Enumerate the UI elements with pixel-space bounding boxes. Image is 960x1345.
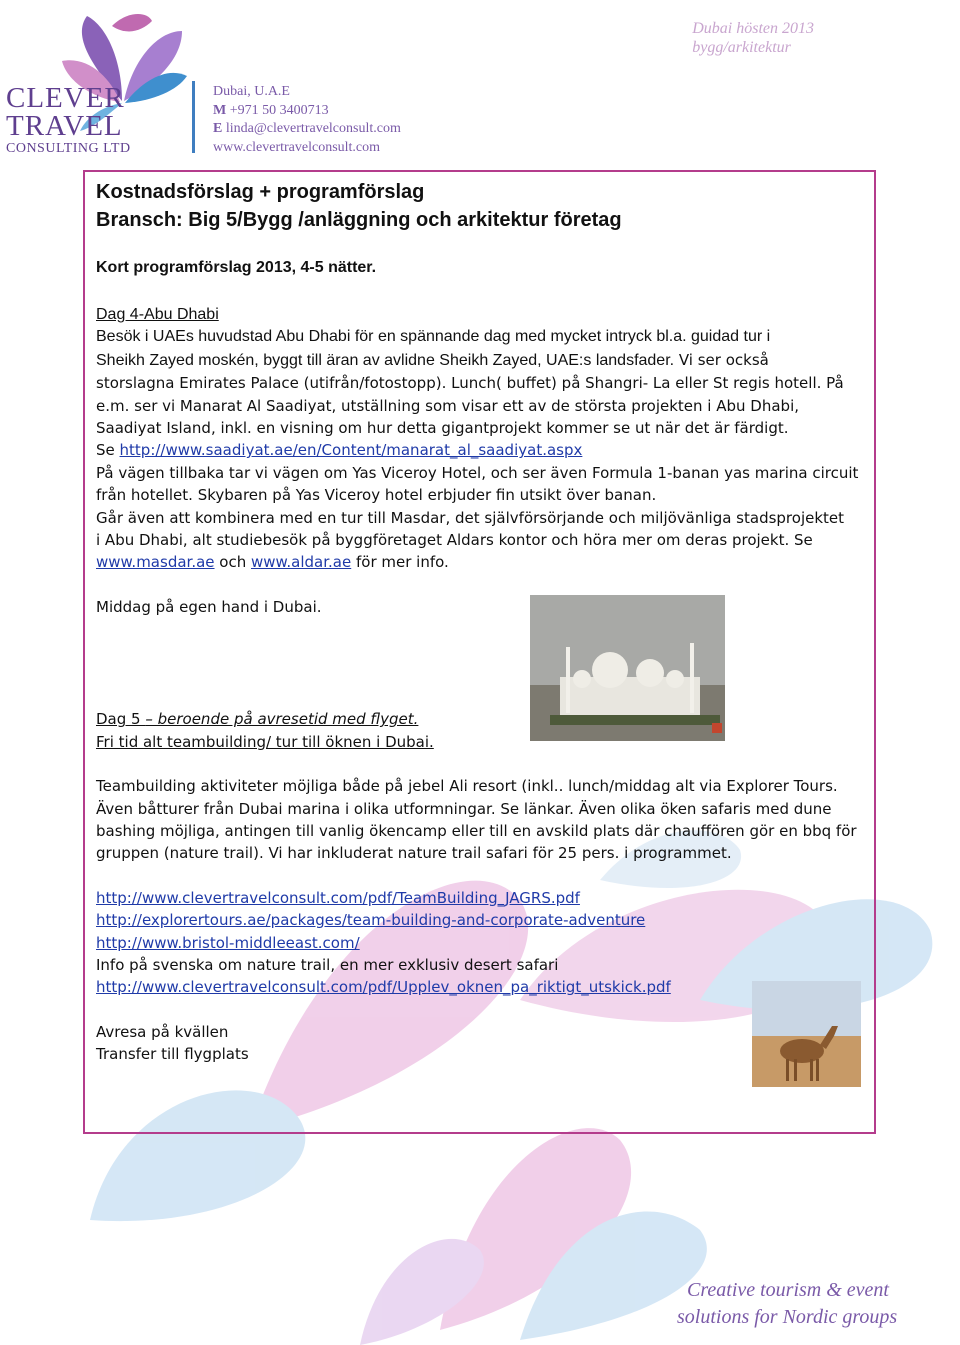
day4-line-part: Vi ser också [674,350,769,369]
more-info-text: för mer info. [351,553,449,572]
transfer-line: Transfer till flygplats [96,1045,249,1064]
page-title: Kostnadsförslag + programförslag [96,181,425,203]
teambuilding-pdf-link[interactable]: http://www.clevertravelconsult.com/pdf/TeamBuilding_JAGRS.pdf [96,888,580,907]
day5-subheading: Fri tid alt teambuilding/ tur till öknen i Dubai. [96,732,434,751]
day4-line: storslagna Emirates Palace (utifrån/fotostopp). Lunch( buffet) på Shangri- La eller St regis hotell. På [96,374,844,393]
program-heading: Kort programförslag 2013, 4-5 nätter. [96,259,377,276]
day4-heading: Dag 4-Abu Dhabi [96,306,219,323]
nature-trail-info: Info på svenska om nature trail, en mer exklusiv desert safari [96,955,559,974]
day4-section [96,304,866,618]
document-tag-line2: bygg/arkitektur [692,39,791,56]
day4-line: i Abu Dhabi, alt studiebesök på byggföretaget Aldars kontor och höra mer om deras projekt. Se [96,531,813,550]
day4-line: På vägen tillbaka tar vi vägen om Yas Viceroy Hotel, och ser även Formula 1-banan yas marina circuit [96,463,859,482]
day4-line: Saadiyat Island, inkl. en visning om hur detta gigantprojekt kommer se ut när det är färdigt. [96,419,789,438]
och-text: och [214,553,251,572]
bristol-link[interactable]: http://www.bristol-middleeast.com/ [96,933,360,952]
contact-phone [213,102,401,121]
camel-photo [752,981,861,1087]
departure-line: Avresa på kvällen [96,1022,229,1041]
teambuilding-line: gruppen (nature trail). Vi har inkluderat nature trail safari för 25 pers. i programmet. [96,844,732,863]
petal-shape [360,1239,484,1345]
desert-safari-pdf-link[interactable]: http://www.clevertravelconsult.com/pdf/Upplev_oknen_pa_riktigt_utskick.pdf [96,978,671,997]
day4-line: från hotellet. Skybaren på Yas Viceroy hotel erbjuder fin utsikt över banan. [96,486,657,505]
day4-line: Besök i UAEs huvudstad Abu Dhabi för en spännande dag med mycket intryck bl.a. guidad tur i [96,328,771,346]
phone-value: +971 50 3400713 [229,102,329,118]
email-label: E [213,121,223,136]
teambuilding-line: bashing möjliga, antingen till vanlig ökencamp eller till en avskild plats där chauffören gör en bbq för [96,821,857,840]
mosque-photo [530,595,725,741]
saadiyat-link[interactable]: http://www.saadiyat.ae/en/Content/manarat_al_saadiyat.aspx [119,441,583,460]
document-tag-line1: Dubai hösten 2013 [692,20,814,37]
day4-line-part: Sheikh Zayed moskén, byggt till äran av avlidne Sheikh Zayed, UAE:s landsfader. [96,351,675,369]
day4-line [96,439,866,461]
contact-website[interactable]: www.clevertravelconsult.com [213,139,381,155]
day5-heading-note: – beroende på avresetid med flyget. [145,710,419,729]
see-text: Se [96,441,120,460]
explorertours-link[interactable]: http://explorertours.ae/packages/team-building-and-corporate-adventure [96,911,646,930]
tagline-line2: solutions for Nordic groups [677,1306,898,1328]
aldar-link[interactable]: www.aldar.ae [250,553,352,572]
teambuilding-line: Teambuilding aktiviteter möjliga både på jebel Ali resort (inkl.. lunch/middag alt via Explorer Tours. [96,777,838,796]
masdar-link[interactable]: www.masdar.ae [96,553,215,572]
day4-line [96,551,866,573]
document-header [0,0,960,165]
logo-line-clever: CLEVER [6,82,125,114]
dinner-text: Middag på egen hand i Dubai. [96,597,322,616]
phone-label: M [213,102,227,118]
company-logo-text [6,84,131,158]
main-content [96,178,866,1066]
day4-line [96,349,866,372]
contact-divider [192,81,195,153]
teambuilding-line: Även båtturer från Dubai marina i olika utformningar. Se länkar. Även olika öken safaris med dune [96,799,832,818]
day4-line: e.m. ser vi Manarat Al Saadiyat, utställning som visar ett av de största projekten i Abu Dhabi, [96,396,800,415]
contact-email[interactable] [213,120,401,139]
day5-heading [96,708,866,730]
page-subtitle: Bransch: Big 5/Bygg /anläggning och arkitektur företag [96,209,622,231]
email-value[interactable]: linda@clevertravelconsult.com [225,121,401,136]
tagline-line1: Creative tourism & event [687,1279,889,1301]
logo-line-travel: TRAVEL [6,110,123,142]
document-tag [692,19,814,57]
day5-heading-day: Dag 5 [96,710,146,729]
day5-section [96,708,866,1065]
day4-line: Går även att kombinera med en tur till Masdar, det självförsörjande och miljövänliga stadsprojektet [96,508,845,527]
contact-location: Dubai, U.A.E [213,84,290,99]
logo-line-consulting: CONSULTING LTD [6,141,131,156]
contact-info [213,83,401,157]
footer-tagline [677,1277,897,1331]
